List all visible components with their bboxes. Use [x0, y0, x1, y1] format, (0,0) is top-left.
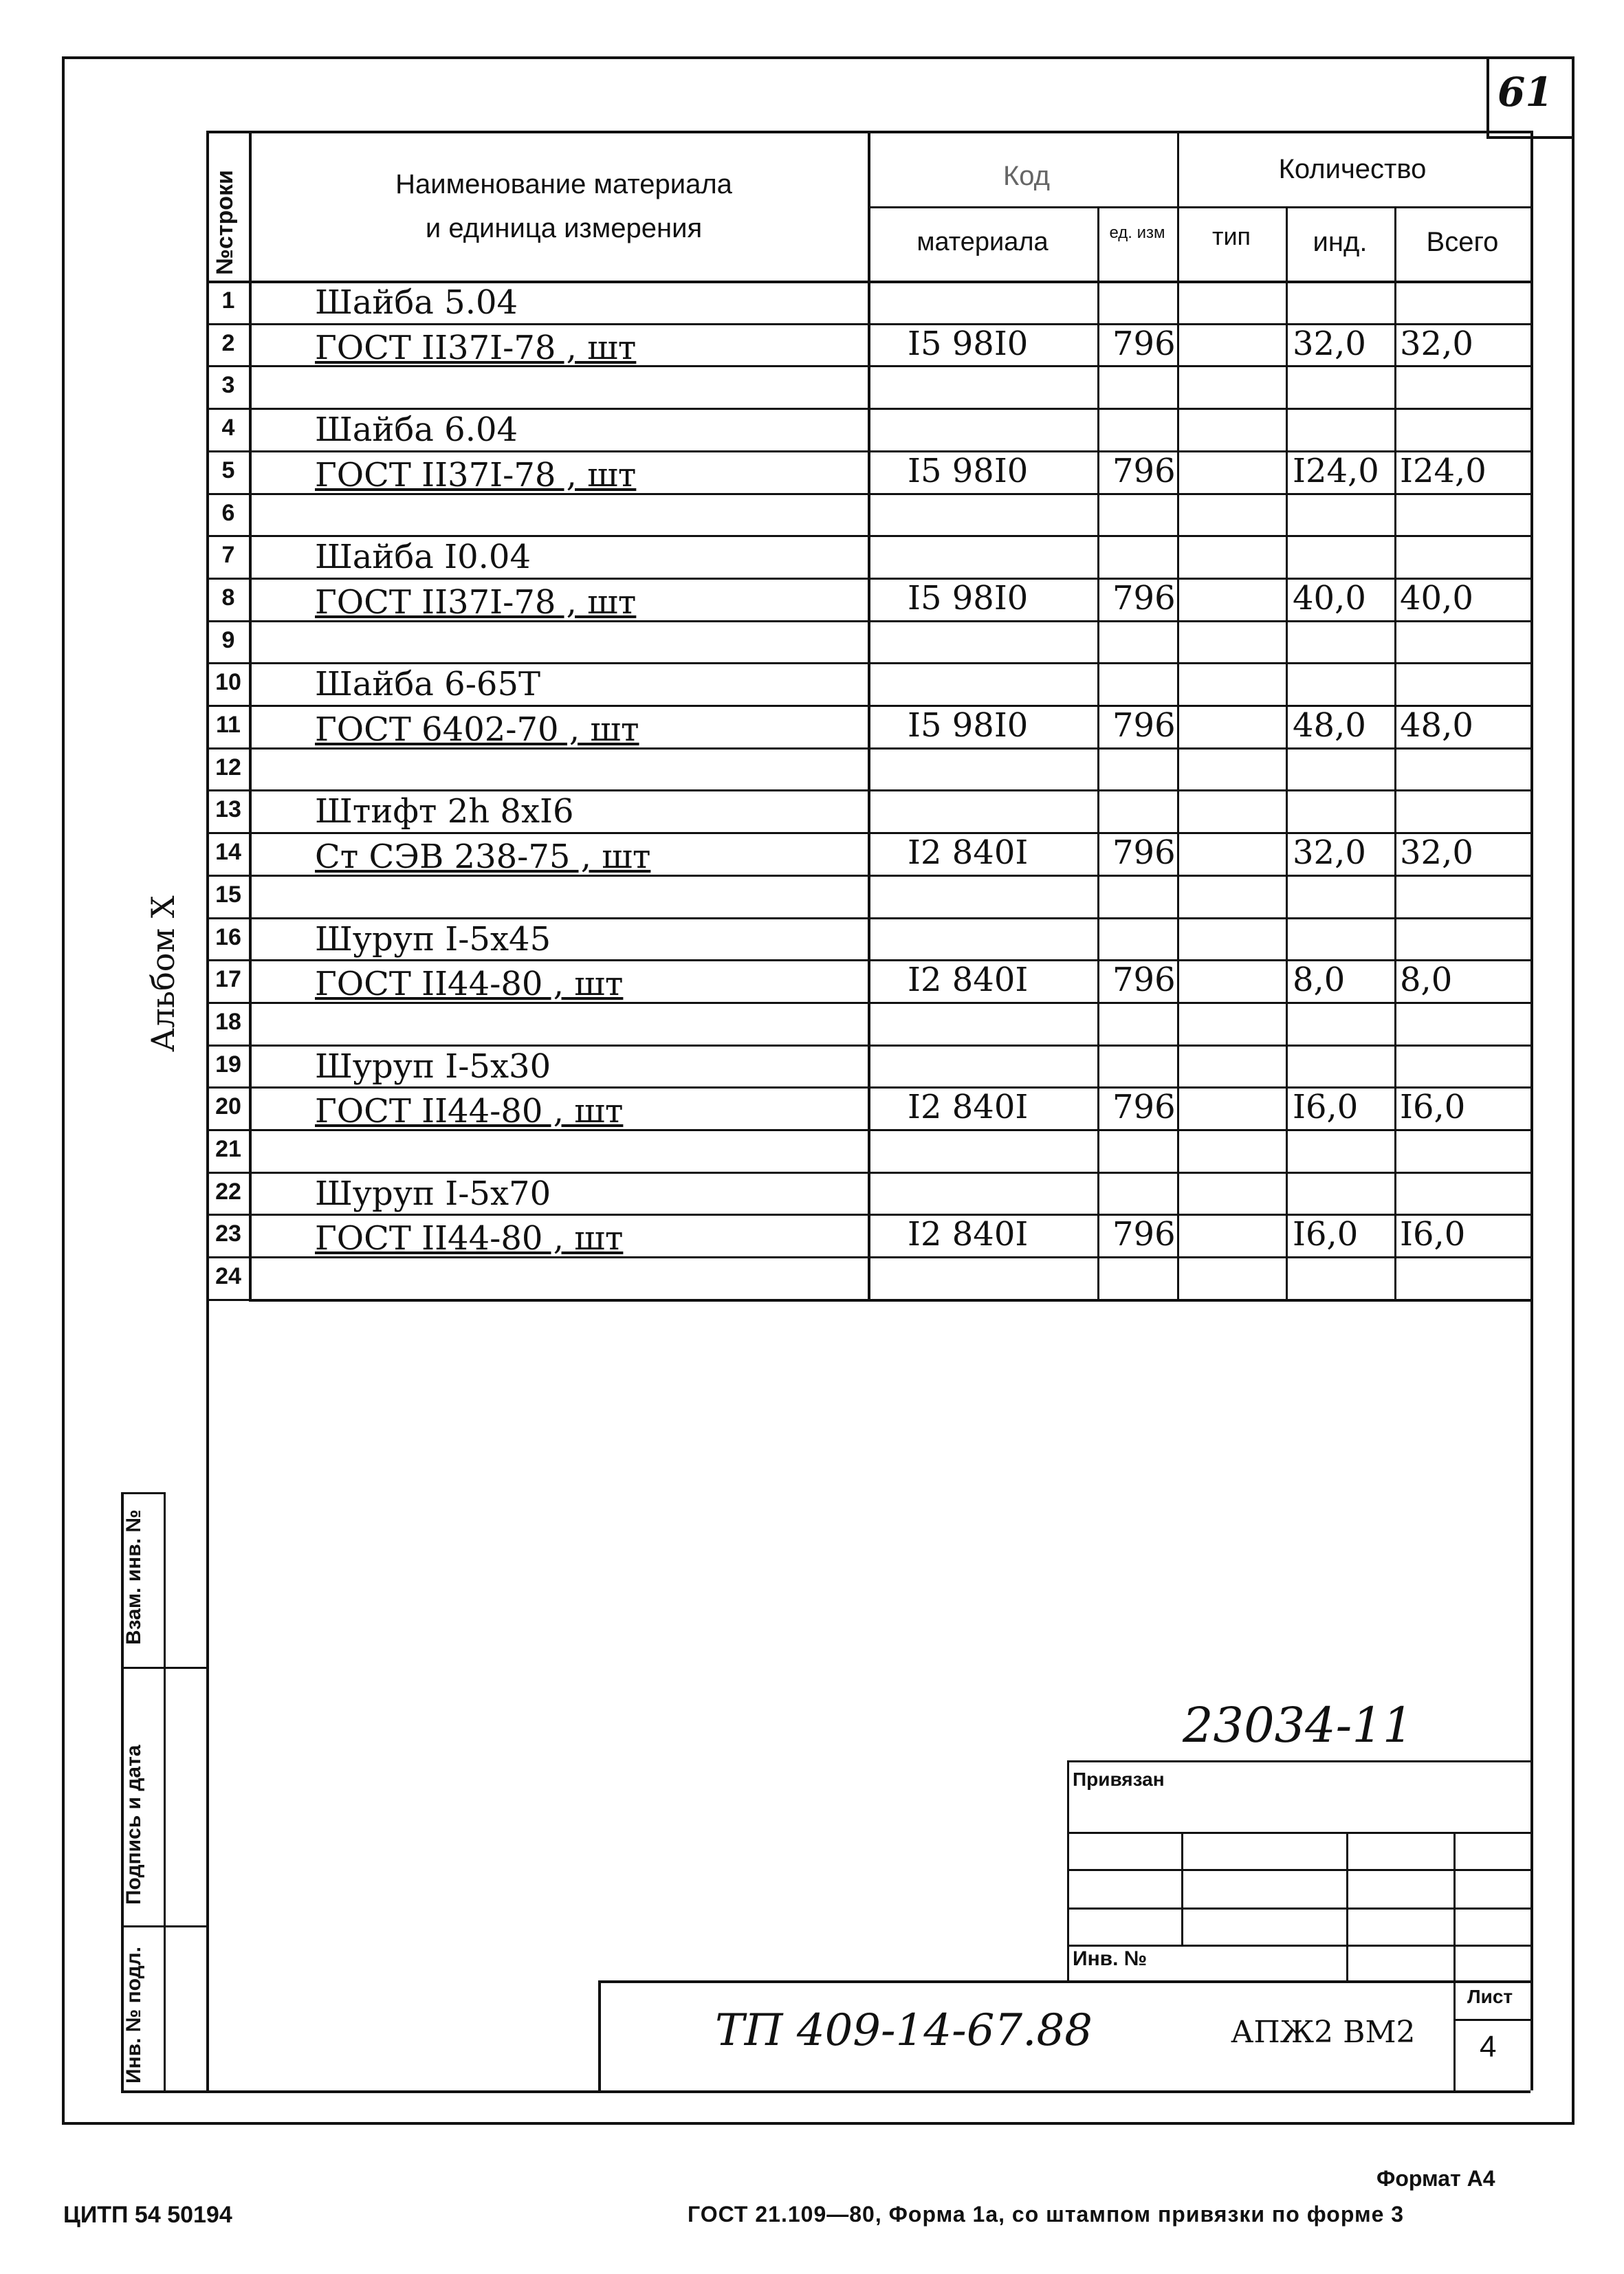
row-number: 19: [215, 1051, 241, 1078]
row-number: 13: [215, 796, 241, 823]
material-name: Шуруп I-5x45: [315, 919, 551, 959]
row-line: [206, 323, 249, 325]
row-line: [249, 1299, 1530, 1302]
material-name: Шайба 6.04: [315, 411, 518, 450]
format-label: Формат А4: [1376, 2166, 1495, 2191]
material-name: Шайба 6-65Т: [315, 665, 541, 704]
header-row-number: №строки: [212, 170, 238, 275]
stamp-line: [121, 1925, 206, 1927]
row-line: [206, 832, 249, 834]
row-line: [206, 1002, 249, 1004]
sheet-label: Лист: [1467, 1986, 1513, 2007]
header-quantity: Количество: [1278, 154, 1427, 184]
material-name: Шайба I0.04: [315, 538, 531, 577]
header-name-line2: и единица измерения: [425, 213, 703, 243]
row-number: 8: [221, 584, 235, 611]
qty-individual: 32,0: [1293, 324, 1366, 363]
row-line: [206, 1045, 249, 1047]
header-code-material: материала: [917, 228, 1049, 256]
row-line: [206, 917, 249, 919]
row-line: [206, 365, 249, 367]
header-qty-total: Всего: [1426, 227, 1499, 257]
qty-individual: 40,0: [1293, 578, 1366, 617]
handwritten-number: 23034-11: [1183, 1697, 1414, 1753]
stamp-line: [121, 1667, 206, 1669]
qty-individual: I24,0: [1293, 451, 1379, 490]
grid-line: [1453, 1832, 1456, 1980]
qty-individual: 48,0: [1293, 706, 1366, 745]
grid-line: [249, 131, 252, 1299]
unit-code: 796: [1112, 833, 1176, 873]
stamp-replace-inv: Взам. инв. №: [122, 1509, 145, 1645]
sheet-value: 4: [1480, 2030, 1497, 2064]
qty-individual: 32,0: [1293, 833, 1366, 873]
stamp-inv-original: Инв. № подл.: [122, 1946, 145, 2084]
material-code: I5 98I0: [908, 451, 1029, 490]
header-qty-ind: инд.: [1313, 227, 1368, 257]
row-line: [249, 1045, 1530, 1047]
material-name: Шуруп I-5x30: [315, 1047, 551, 1086]
qty-individual: I6,0: [1293, 1088, 1359, 1127]
row-line: [206, 450, 249, 452]
material-code: I5 98I0: [908, 578, 1029, 617]
row-line: [206, 1129, 249, 1131]
unit-code: 796: [1112, 1215, 1176, 1254]
binding-stamp-line: [1067, 1760, 1530, 1762]
sheet-number: 61: [1497, 69, 1553, 116]
binding-stamp-line: [1067, 1832, 1530, 1834]
inv-number-label: Инв. №: [1073, 1947, 1148, 1970]
row-number: 10: [215, 669, 241, 696]
material-name: Штифт 2h 8xI6: [315, 792, 574, 831]
qty-individual: I6,0: [1293, 1215, 1359, 1254]
row-line: [206, 1299, 249, 1301]
row-number: 3: [221, 372, 235, 399]
grid-line: [1286, 206, 1288, 1299]
row-line: [249, 1172, 1530, 1174]
binding-stamp-line: [1067, 1869, 1530, 1871]
header-code-unit: ед. изм: [1109, 223, 1165, 242]
row-line: [249, 789, 1530, 791]
row-number: 7: [221, 542, 235, 569]
footer-left: ЦИТП 54 50194: [63, 2202, 232, 2228]
row-number: 17: [215, 966, 241, 993]
row-number: 22: [215, 1178, 241, 1205]
title-block-top: [598, 1980, 1530, 1983]
row-line: [249, 535, 1530, 537]
row-number: 5: [221, 457, 235, 483]
grid-line: [598, 1980, 601, 2090]
row-number: 1: [221, 287, 235, 314]
material-name: ГОСТ II44-80 , шт: [315, 1219, 624, 1258]
footer-gost: ГОСТ 21.109—80, Форма 1а, со штампом привязки по форме 3: [688, 2202, 1405, 2227]
material-name: ГОСТ II37I-78 , шт: [315, 455, 637, 494]
header-mid-line: [868, 206, 1530, 208]
grid-line: [868, 131, 870, 1299]
grid-line: [164, 1492, 166, 2090]
unit-code: 796: [1112, 706, 1176, 745]
material-name: Ст СЭВ 238-75 , шт: [315, 838, 651, 877]
unit-code: 796: [1112, 961, 1176, 1000]
table-right-border: [1530, 131, 1533, 1299]
header-name-line1: Наименование материала: [395, 169, 732, 199]
grid-line: [1394, 206, 1396, 1299]
row-number: 20: [215, 1093, 241, 1120]
material-code: I2 840I: [908, 833, 1029, 873]
material-code: I2 840I: [908, 1215, 1029, 1254]
album-label: Альбом X: [144, 895, 182, 1052]
row-number: 15: [215, 881, 241, 908]
header-code: Код: [1002, 161, 1050, 191]
row-line: [206, 535, 249, 537]
row-number: 2: [221, 329, 235, 356]
row-line: [206, 1214, 249, 1216]
qty-total: 32,0: [1400, 833, 1473, 873]
row-line: [249, 408, 1530, 410]
qty-total: I6,0: [1400, 1088, 1466, 1127]
row-line: [249, 662, 1530, 664]
unit-code: 796: [1112, 324, 1176, 363]
grid-line: [1453, 1980, 1456, 2090]
grid-line: [1181, 1832, 1183, 1945]
row-number: 9: [221, 626, 235, 653]
material-name: ГОСТ II44-80 , шт: [315, 1092, 624, 1131]
row-number: 6: [221, 499, 235, 526]
album-code: АПЖ2 ВМ2: [1231, 2015, 1416, 2050]
qty-total: 32,0: [1400, 324, 1473, 363]
material-name: Шуруп I-5x70: [315, 1174, 551, 1213]
material-name: ГОСТ II44-80 , шт: [315, 965, 624, 1004]
material-code: I5 98I0: [908, 324, 1029, 363]
unit-code: 796: [1112, 451, 1176, 490]
row-line: [206, 789, 249, 791]
bound-label: Привязан: [1073, 1769, 1165, 1790]
row-number: 21: [215, 1136, 241, 1162]
stamp-sign-date: Подпись и дата: [122, 1745, 145, 1905]
unit-code: 796: [1112, 578, 1176, 617]
row-line: [206, 1172, 249, 1174]
row-line: [206, 1256, 249, 1258]
grid-line: [1530, 1299, 1533, 2090]
row-line: [206, 1086, 249, 1089]
row-number: 24: [215, 1263, 241, 1290]
row-line: [206, 578, 249, 580]
row-line: [206, 620, 249, 622]
row-line: [206, 662, 249, 664]
qty-total: 40,0: [1400, 578, 1473, 617]
binding-stamp-line: [1067, 1945, 1530, 1947]
row-number: 14: [215, 839, 241, 866]
unit-code: 796: [1112, 1088, 1176, 1127]
material-name: Шайба 5.04: [315, 283, 518, 322]
header-qty-type: тип: [1211, 222, 1251, 250]
material-code: I2 840I: [908, 1088, 1029, 1127]
title-block-line: [1453, 2019, 1530, 2021]
material-name: ГОСТ II37I-78 , шт: [315, 582, 637, 622]
stamp-line: [121, 1492, 164, 1494]
qty-total: I24,0: [1400, 451, 1486, 490]
grid-line: [1067, 1760, 1069, 1980]
row-line: [206, 408, 249, 410]
grid-line: [206, 1299, 209, 2090]
row-line: [206, 959, 249, 961]
row-number: 12: [215, 754, 241, 780]
grid-line: [1177, 131, 1179, 1299]
qty-total: 48,0: [1400, 706, 1473, 745]
row-number: 18: [215, 1008, 241, 1035]
row-number: 11: [216, 712, 241, 738]
row-line: [206, 705, 249, 707]
grid-line: [1097, 206, 1099, 1299]
material-code: I5 98I0: [908, 706, 1029, 745]
qty-total: 8,0: [1400, 961, 1453, 1000]
binding-stamp-line: [1067, 1907, 1530, 1910]
row-number: 16: [215, 923, 241, 950]
grid-line: [1346, 1832, 1348, 1980]
stamp-line: [206, 2090, 1530, 2093]
material-name: ГОСТ II37I-78 , шт: [315, 328, 637, 367]
document-code: ТП 409-14-67.88: [715, 2005, 1093, 2056]
row-line: [206, 875, 249, 877]
stamp-line: [121, 2090, 206, 2093]
qty-total: I6,0: [1400, 1215, 1466, 1254]
row-number: 23: [215, 1221, 241, 1247]
qty-individual: 8,0: [1293, 961, 1346, 1000]
row-line: [206, 493, 249, 495]
row-line: [206, 747, 249, 750]
material-name: ГОСТ 6402-70 , шт: [315, 710, 639, 749]
material-code: I2 840I: [908, 961, 1029, 1000]
row-number: 4: [221, 415, 235, 441]
